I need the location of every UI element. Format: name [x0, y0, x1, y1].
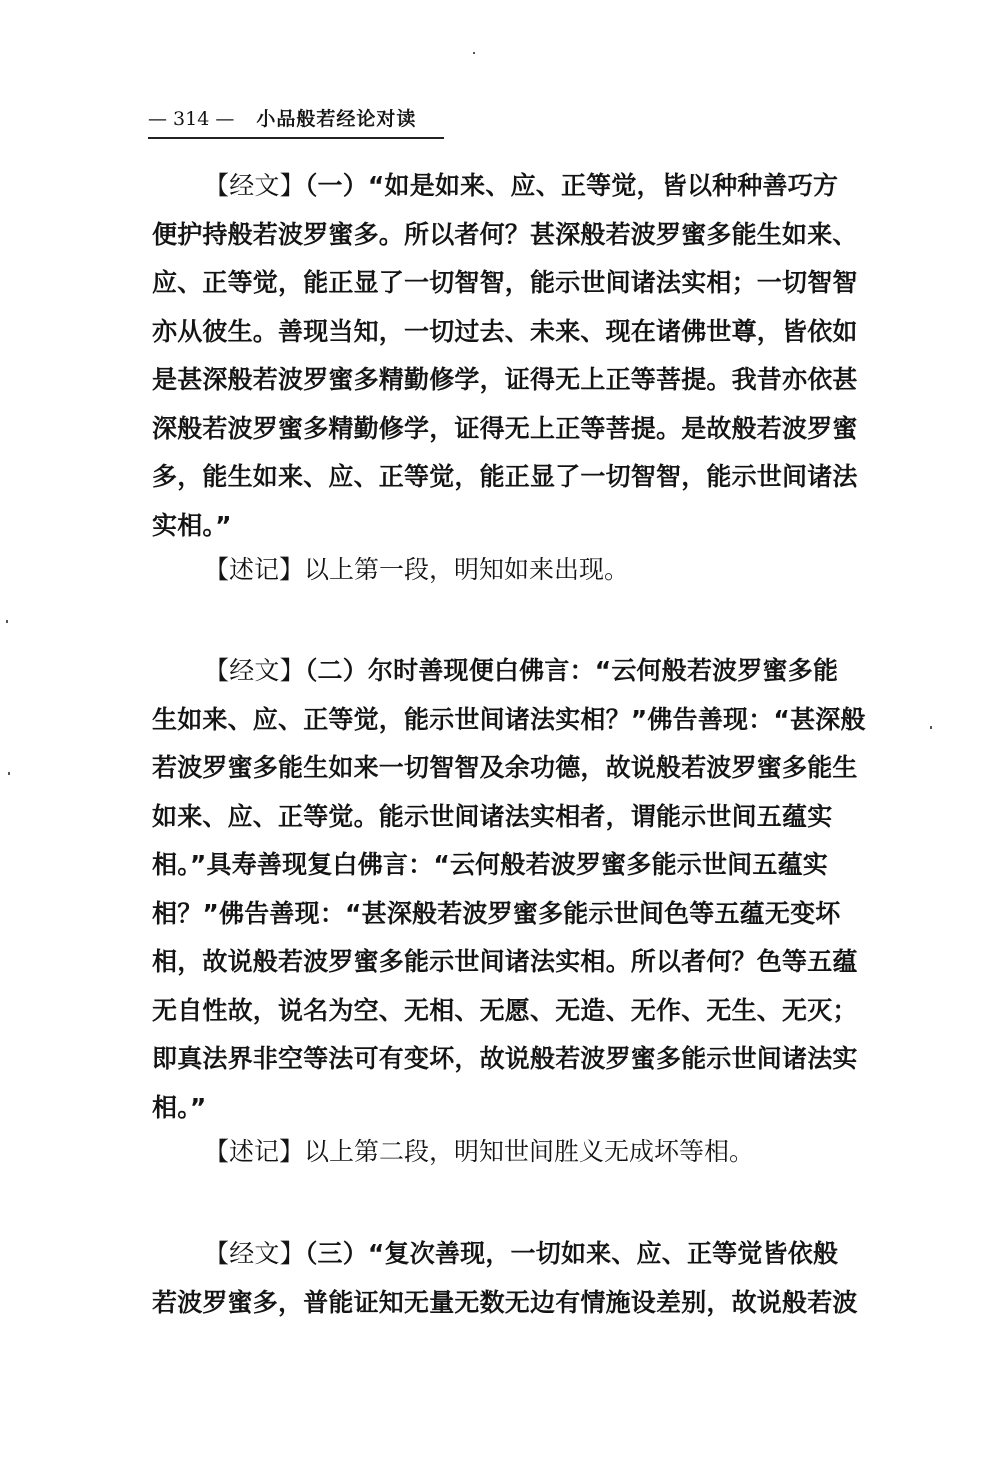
- passage-line: 相？”佛告善现：“甚深般若波罗蜜多能示世间色等五蕴无变坏: [152, 898, 841, 928]
- sutra-passage-1: [152, 162, 890, 550]
- header-rule: [148, 137, 444, 139]
- passage-line: 多，能生如来、应、正等觉，能正显了一切智智，能示世间诸法: [152, 462, 858, 491]
- passage-line: 如来、应、正等觉。能示世间诸法实相者，谓能示世间五蕴实: [152, 801, 833, 831]
- passage-line: 应、正等觉，能正显了一切智智，能示世间诸法实相；一切智智: [152, 268, 858, 297]
- passage-line: 若波罗蜜多能生如来一切智智及余功德，故说般若波罗蜜多能生: [152, 753, 858, 782]
- passage-line: 实相。”: [152, 510, 232, 540]
- sutra-tag: 【经文】: [204, 656, 305, 685]
- passage-line: 便护持般若波罗蜜多。所以者何？甚深般若波罗蜜多能生如来、: [152, 219, 858, 249]
- scan-speck: [473, 52, 475, 54]
- passage-line: 相。”: [152, 1092, 207, 1122]
- scan-speck: [6, 620, 8, 623]
- passage-line: 是甚深般若波罗蜜多精勤修学，证得无上正等菩提。我昔亦依甚: [152, 365, 858, 394]
- book-title: 小品般若经论对读: [256, 108, 417, 130]
- passage-line: 【经文】（一）“如是如来、应、正等觉，皆以种种善巧方: [204, 171, 839, 200]
- passage-line: 若波罗蜜多，普能证知无量无数无边有情施设差别，故说般若波: [152, 1287, 858, 1317]
- commentary-note-1: 【述记】以上第一段，明知如来出现。: [204, 555, 630, 584]
- passage-line: 【经文】（二）尔时善现便白佛言：“云何般若波罗蜜多能: [204, 656, 839, 685]
- sutra-passage-3: [152, 1230, 890, 1327]
- passage-line: 无自性故，说名为空、无相、无愿、无造、无作、无生、无灭；: [152, 995, 858, 1025]
- commentary-note-2: 【述记】以上第二段，明知世间胜义无成坏等相。: [204, 1137, 755, 1166]
- scan-speck: [930, 726, 932, 729]
- sutra-passage-2: [152, 647, 890, 1132]
- passage-line: 生如来、应、正等觉，能示世间诸法实相？”佛告善现：“甚深般: [152, 704, 866, 734]
- passage-line: 相，故说般若波罗蜜多能示世间诸法实相。所以者何？色等五蕴: [152, 947, 858, 976]
- running-header: [148, 106, 448, 136]
- passage-line: 【经文】（三）“复次善现，一切如来、应、正等觉皆依般: [204, 1239, 839, 1268]
- passage-line: 深般若波罗蜜多精勤修学，证得无上正等菩提。是故般若波罗蜜: [152, 413, 858, 443]
- scan-speck: [8, 772, 10, 775]
- passage-line: 相。”具寿善现复白佛言：“云何般若波罗蜜多能示世间五蕴实: [152, 850, 828, 879]
- sutra-tag: 【经文】: [204, 171, 305, 200]
- passage-line: 即真法界非空等法可有变坏，故说般若波罗蜜多能示世间诸法实: [152, 1044, 858, 1073]
- passage-line: 亦从彼生。善现当知，一切过去、未来、现在诸佛世尊，皆依如: [152, 316, 858, 346]
- page-number: — 314 —: [148, 108, 235, 130]
- sutra-tag: 【经文】: [204, 1239, 305, 1268]
